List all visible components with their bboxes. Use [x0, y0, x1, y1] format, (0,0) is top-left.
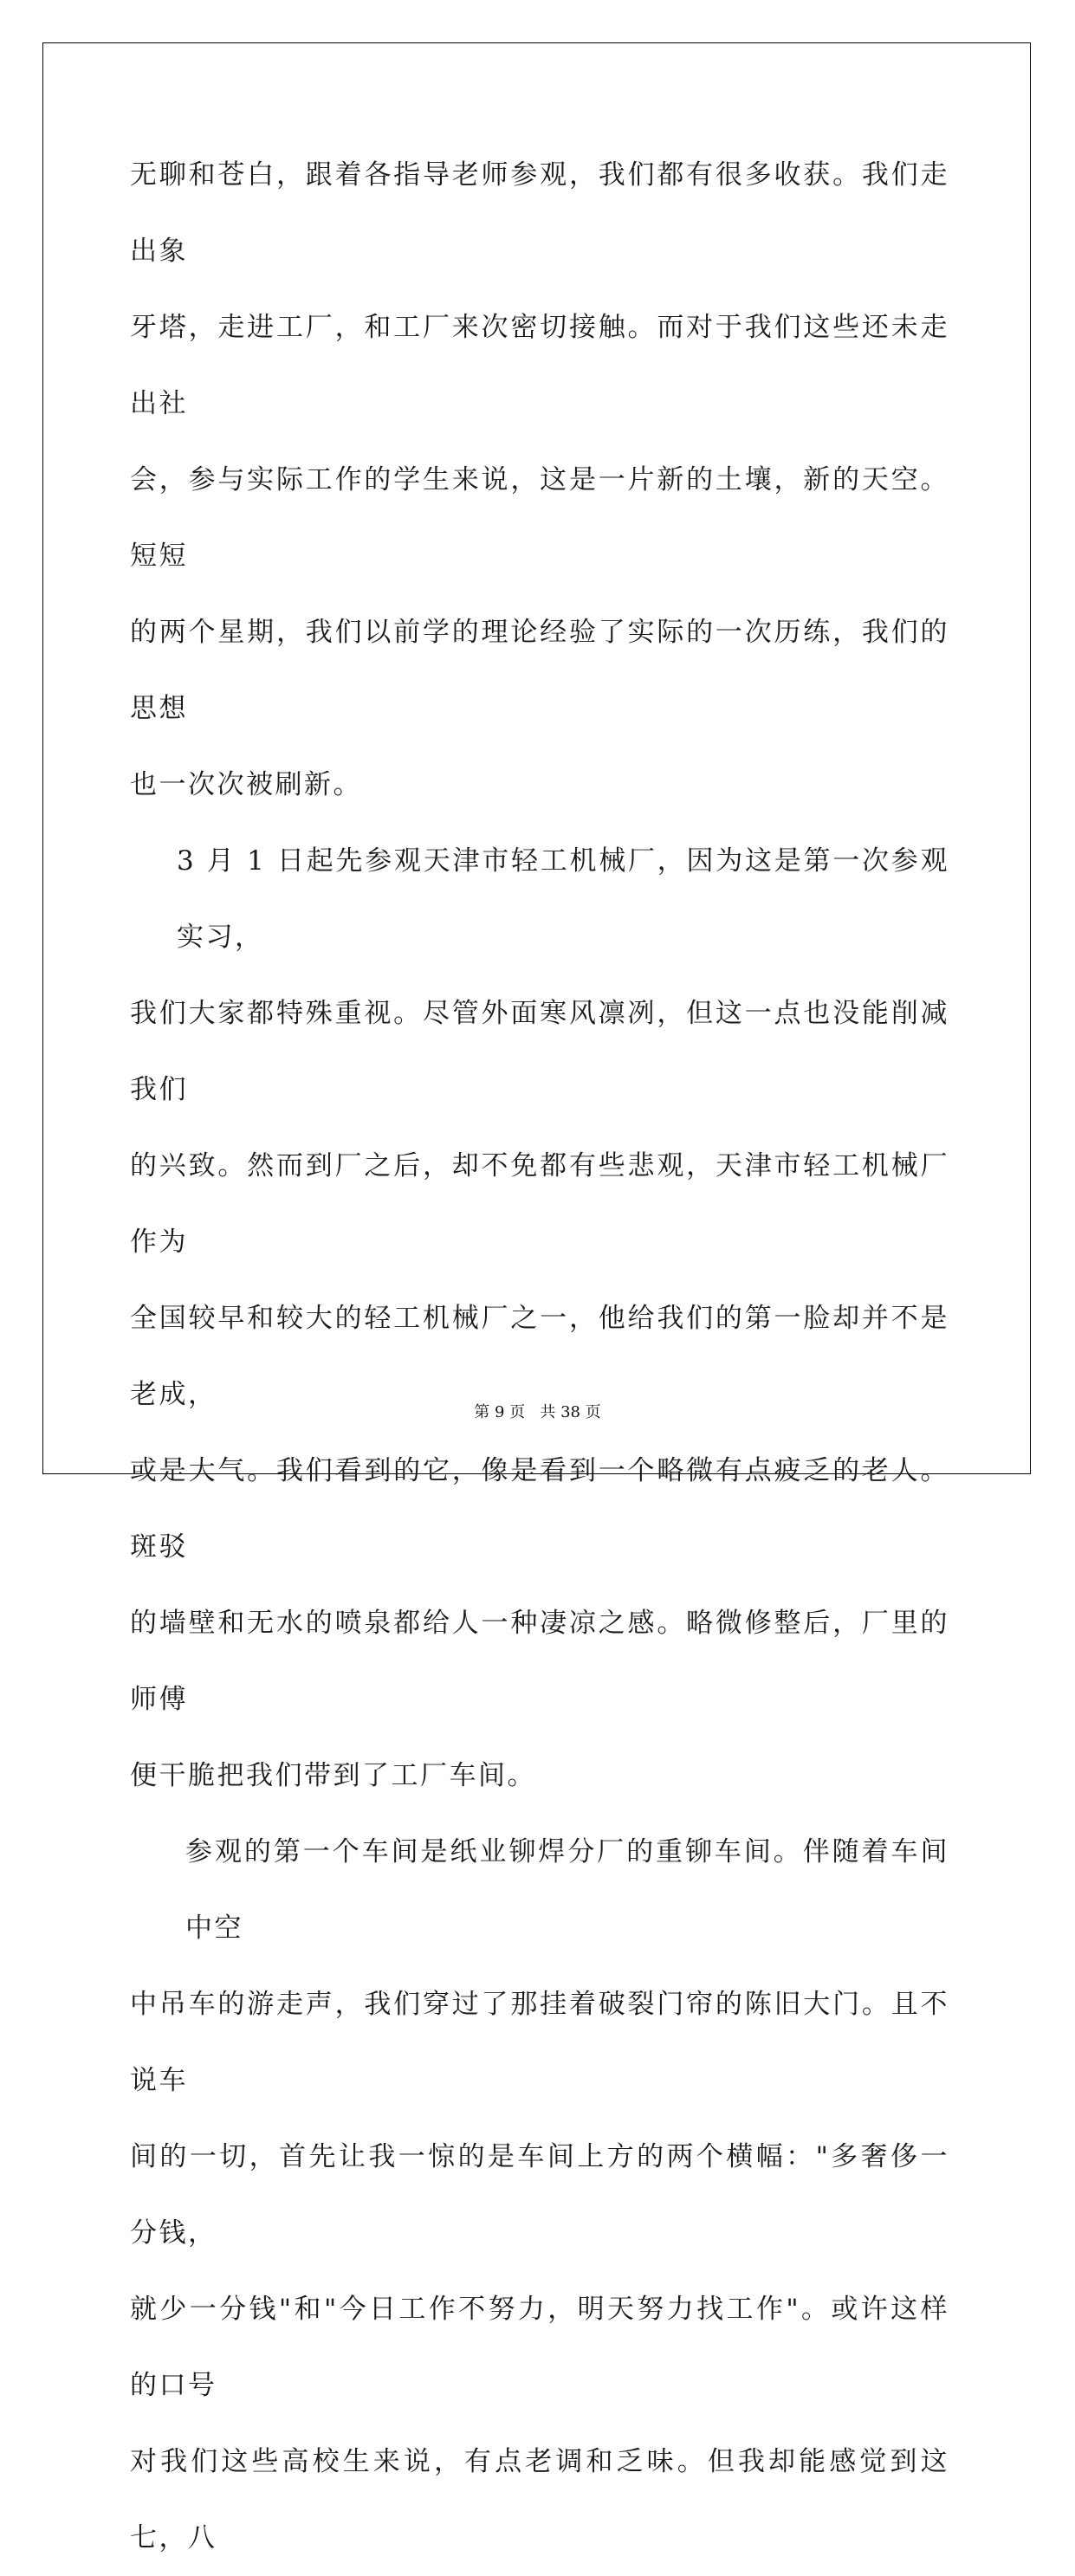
- text-line: 的墙壁和无水的喷泉都给人一种凄凉之感。略微修整后，厂里的师傅: [130, 1608, 949, 1715]
- text-line: 无聊和苍白，跟着各指导老师参观，我们都有很多收获。我们走出象: [130, 159, 949, 267]
- text-line: 3 月 1 日起先参观天津市轻工机械厂，因为这是第一次参观实习，: [177, 845, 949, 953]
- footer-spacer: [525, 1403, 540, 1421]
- text-line: 便干脆把我们带到了工厂车间。: [130, 1760, 536, 1791]
- total-pages: 共 38 页: [540, 1403, 601, 1421]
- text-line: 间的一切，首先让我一惊的是车间上方的两个横幅："多奢侈一分钱，: [130, 2141, 949, 2249]
- document-body: [130, 137, 949, 2576]
- text-line: 也一次次被刷新。: [130, 769, 362, 800]
- text-line: 对我们这些高校生来说，有点老调和乏味。但我却能感觉到这七，八: [130, 2446, 949, 2553]
- text-line: 或是大气。我们看到的它，像是看到一个略微有点疲乏的老人。斑驳: [130, 1455, 949, 1563]
- paragraph-1: [130, 137, 949, 823]
- text-line: 会，参与实际工作的学生来说，这是一片新的土壤，新的天空。短短: [130, 464, 949, 572]
- text-line: 就少一分钱"和"今日工作不努力，明天努力找工作"。或许这样的口号: [130, 2294, 949, 2401]
- page-footer: [0, 1400, 1075, 1422]
- text-line: 全国较早和较大的轻工机械厂之一，他给我们的第一脸却并不是老成，: [130, 1303, 949, 1410]
- page-number: 第 9 页: [474, 1403, 526, 1421]
- paragraph-3: [130, 1814, 949, 2576]
- text-line: 的两个星期，我们以前学的理论经验了实际的一次历练，我们的思想: [130, 617, 949, 724]
- text-line: 的兴致。然而到厂之后，却不免都有些悲观，天津市轻工机械厂作为: [130, 1150, 949, 1258]
- text-line: 参观的第一个车间是纸业铆焊分厂的重铆车间。伴随着车间中空: [185, 1836, 949, 1944]
- text-line: 牙塔，走进工厂，和工厂来次密切接触。而对于我们这些还未走出社: [130, 312, 949, 419]
- paragraph-2: [130, 823, 949, 1814]
- text-line: 中吊车的游走声，我们穿过了那挂着破裂门帘的陈旧大门。且不说车: [130, 1989, 949, 2096]
- text-line: 我们大家都特殊重视。尽管外面寒风凛冽，但这一点也没能削减我们: [130, 998, 949, 1105]
